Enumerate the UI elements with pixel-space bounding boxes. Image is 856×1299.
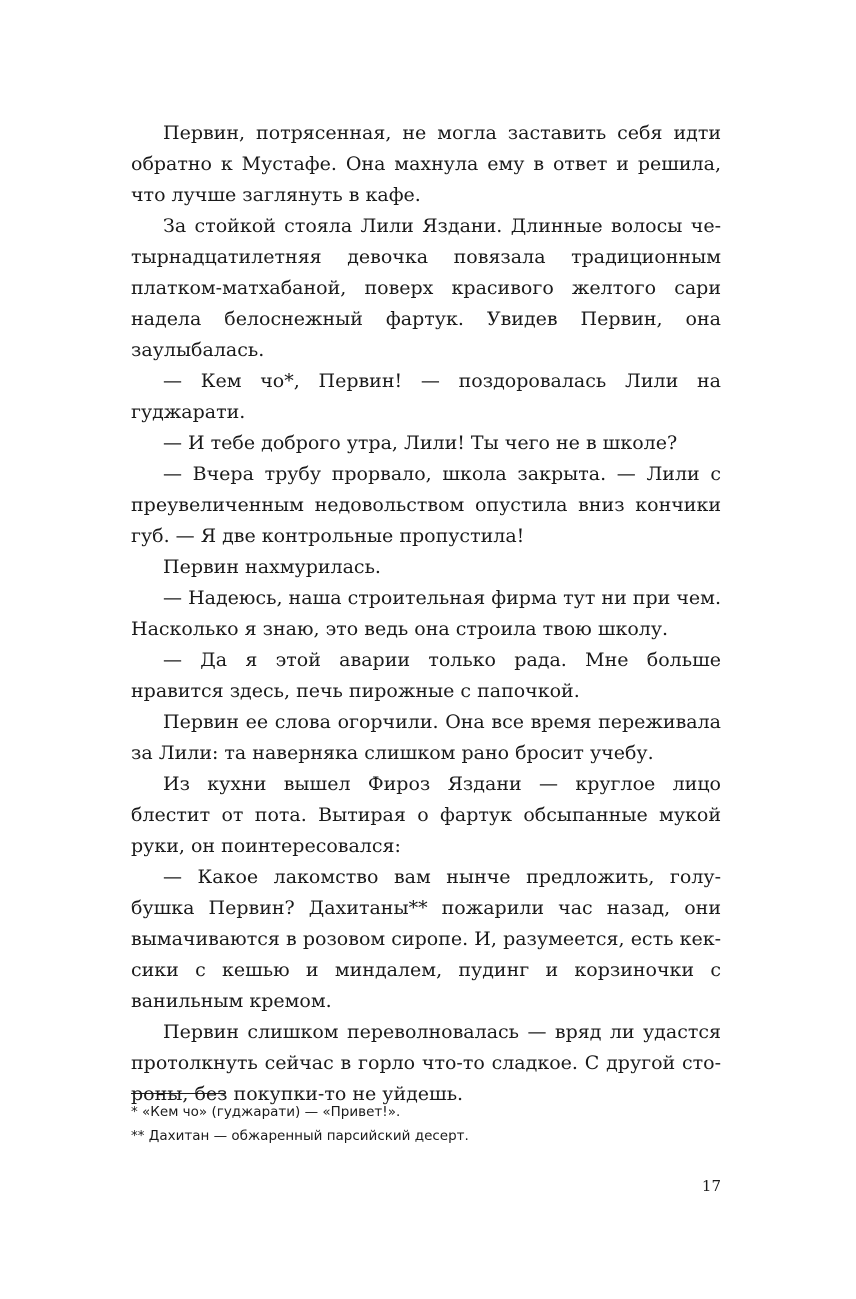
footnote-divider [131,1093,225,1094]
page-number: 17 [701,1177,721,1195]
body-text [131,118,721,1110]
dialogue-line: — Вчера трубу прорвало, школа закрыта. — Лили с преувеличенным недовольством опустила вниз кончики губ. — Я две контрольные пропустила! [131,463,721,547]
paragraph: Первин ее слова огорчили. Она все время переживала за Лили: та наверняка слишком рано бросит учебу. [131,711,721,764]
dialogue-line: — Какое лакомство вам нынче предложить, голубушка Первин? Дахитаны** пожарили час назад, они вымачиваются в розовом сиропе. И, разумеется, есть кексики с кешью и миндалем, пудинг и корзиночки с ванильным кремом. [131,866,721,1012]
footnotes [131,1100,721,1148]
paragraph: Первин, потрясенная, не могла заставить себя идти обратно к Мустафе. Она махнула ему в ответ и решила, что лучше заглянуть в кафе. [131,122,721,206]
paragraph: Первин слишком переволновалась — вряд ли удастся протолкнуть сейчас в горло что-то сладкое. С другой стороны, без покупки-то не уйдешь. [131,1021,721,1105]
paragraph: Из кухни вышел Фироз Яздани — круглое лицо блестит от пота. Вытирая о фартук обсыпанные мукой руки, он поинтересовался: [131,773,721,857]
dialogue-line: — Кем чо*, Первин! — поздоровалась Лили на гуджарати. [131,370,721,423]
paragraph: За стойкой стояла Лили Яздани. Длинные волосы четырнадцатилетняя девочка повязала традиционным платком-матхабаной, поверх красивого желтого сари надела белоснежный фартук. Увидев Первин, она заулыбалась. [131,215,721,361]
dialogue-line: — Надеюсь, наша строительная фирма тут ни при чем. Насколько я знаю, это ведь она строила твою школу. [131,587,721,640]
dialogue-line: — И тебе доброго утра, Лили! Ты чего не в школе? [163,432,678,454]
paragraph: Первин нахмурилась. [163,556,381,578]
footnote: * «Кем чо» (гуджарати) — «Привет!». [131,1104,401,1120]
dialogue-line: — Да я этой аварии только рада. Мне больше нравится здесь, печь пирожные с папочкой. [131,649,721,702]
footnote: ** Дахитан — обжаренный парсийский десерт. [131,1128,469,1144]
